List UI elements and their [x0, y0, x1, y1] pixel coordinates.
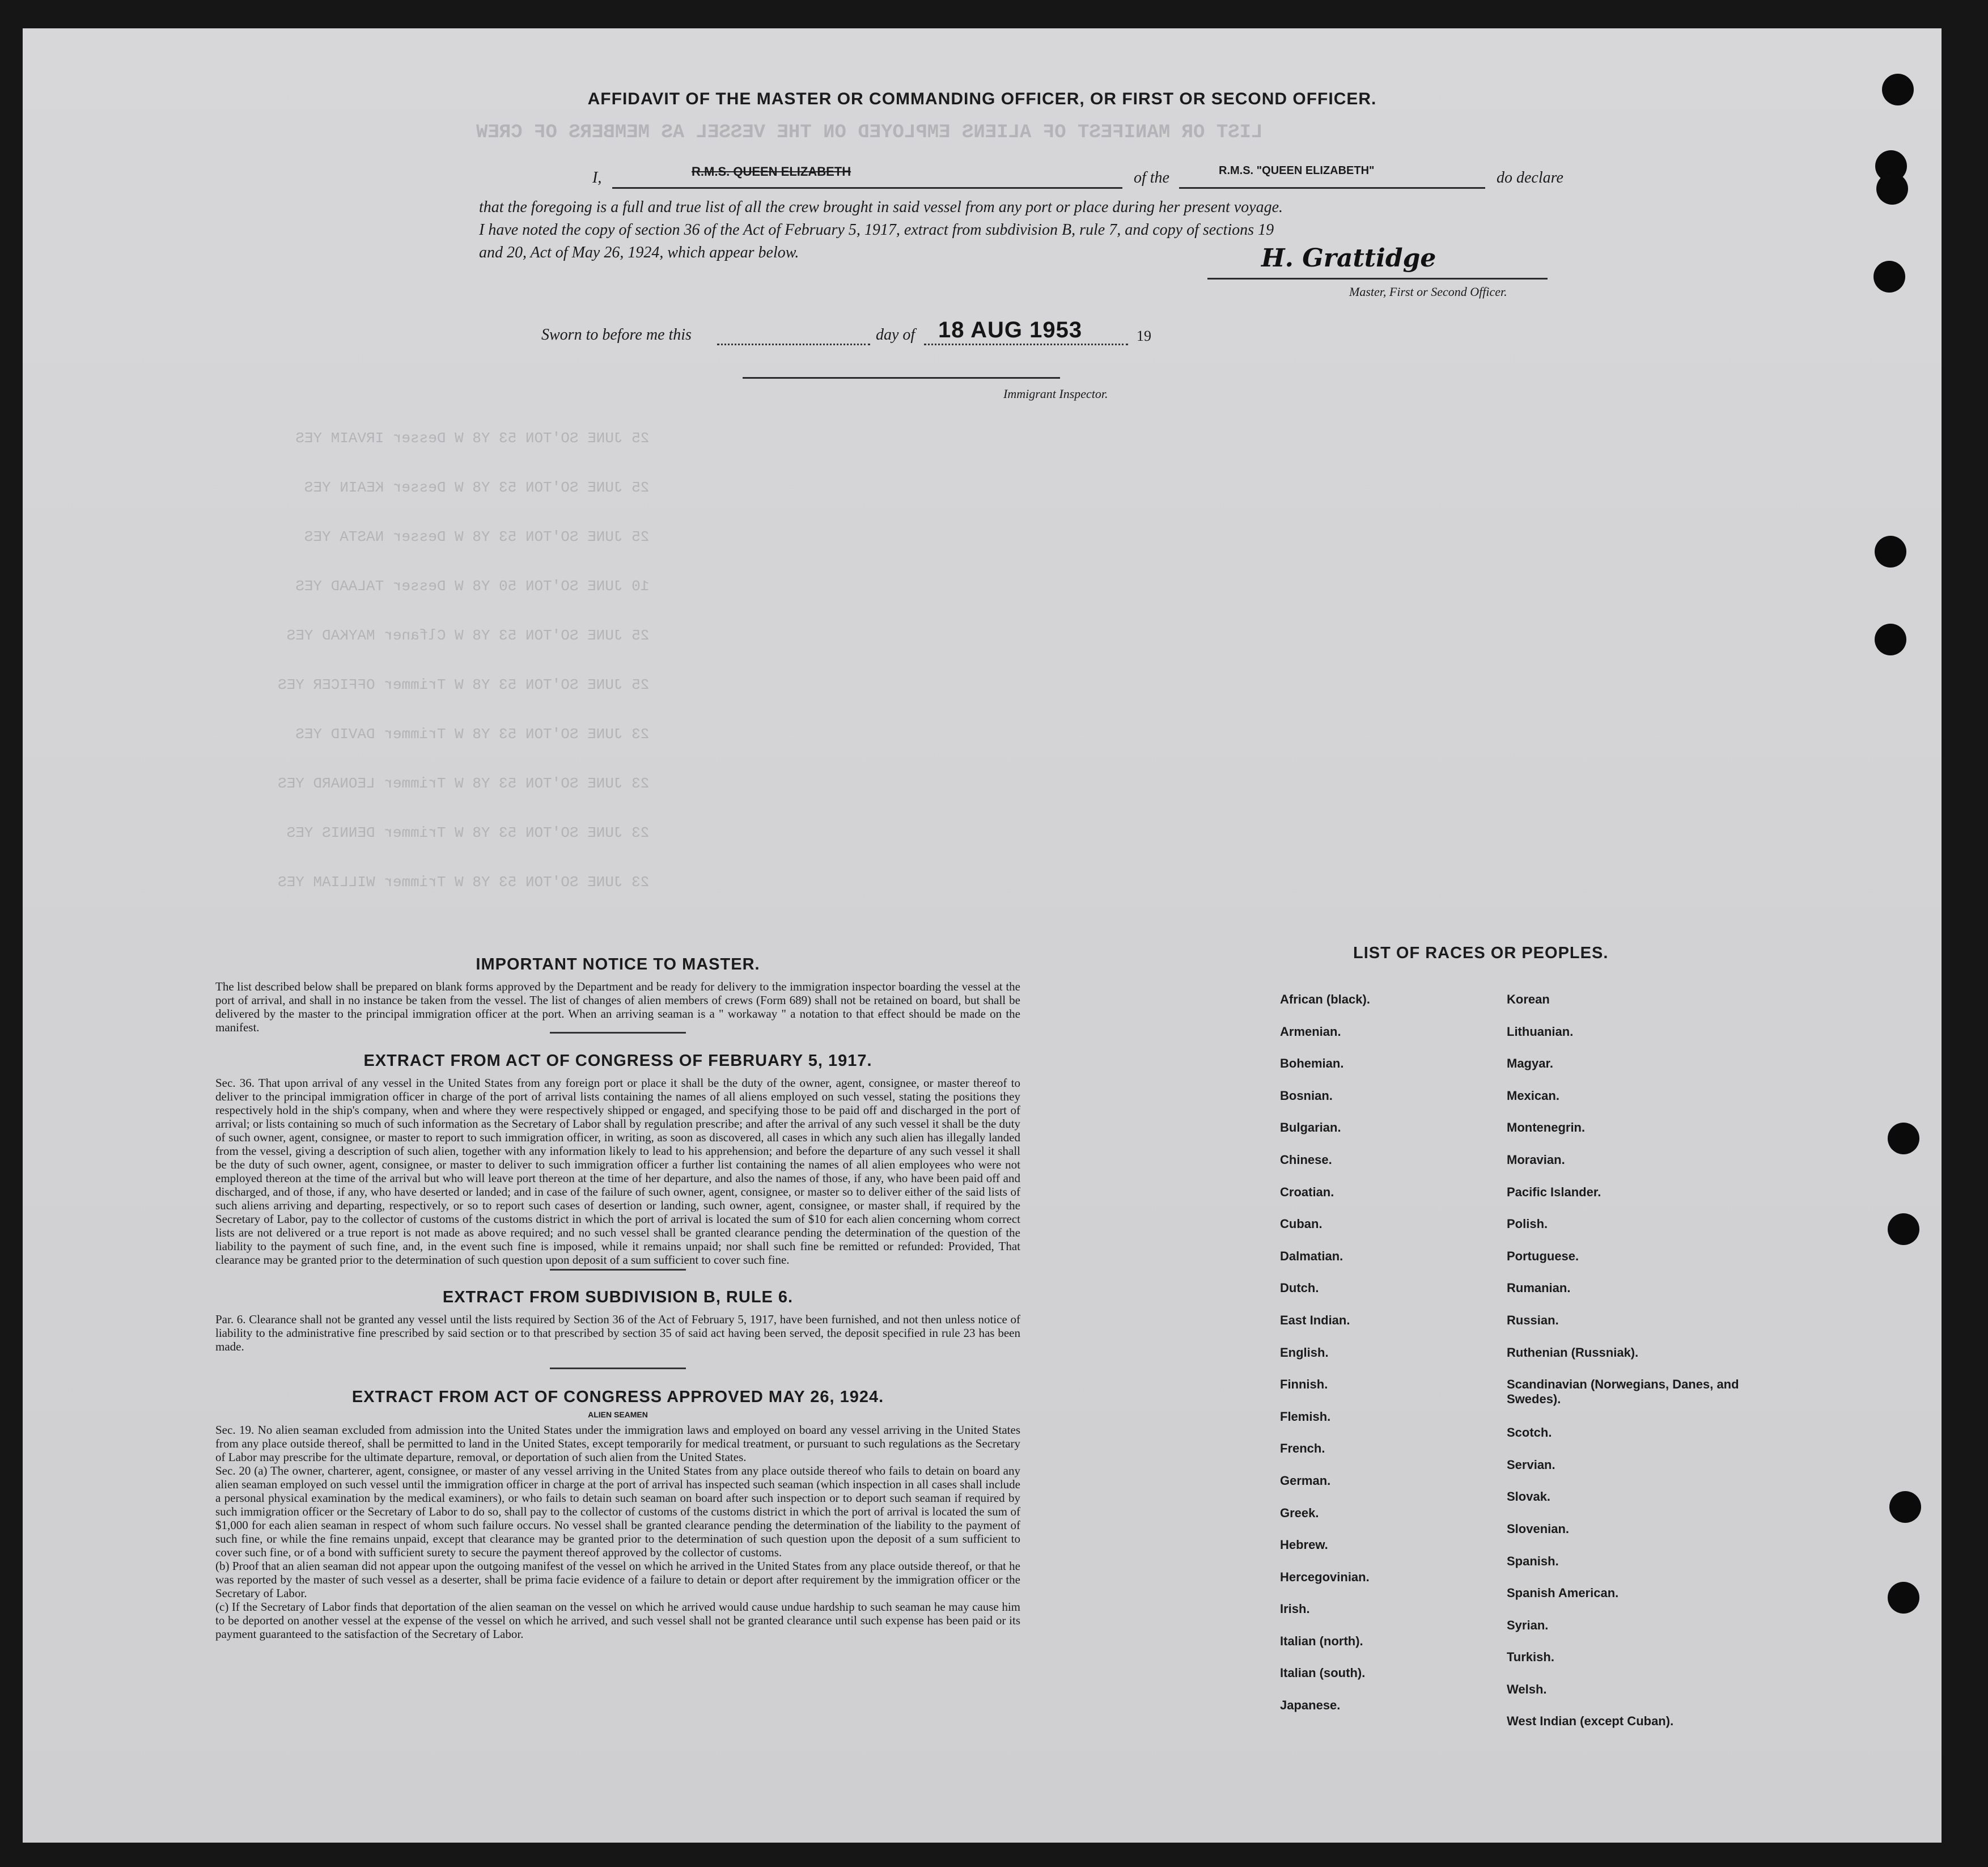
race-item: Italian (north).: [1280, 1633, 1363, 1648]
day-of-label: day of: [876, 326, 915, 344]
extract-1917-title: EXTRACT FROM ACT OF CONGRESS OF FEBRUARY 5, 1917.: [363, 1052, 872, 1070]
race-item: Slovenian.: [1507, 1521, 1570, 1536]
sworn-label: Sworn to before me this: [541, 326, 692, 344]
inspector-caption: Immigrant Inspector.: [1003, 387, 1108, 401]
race-item: Syrian.: [1507, 1618, 1549, 1632]
race-item: West Indian (except Cuban).: [1507, 1714, 1674, 1729]
race-item: Dutch.: [1280, 1281, 1319, 1296]
race-item: Irish.: [1280, 1602, 1310, 1616]
race-item: Greek.: [1280, 1505, 1319, 1520]
race-item: Bosnian.: [1280, 1088, 1333, 1103]
race-item: African (black).: [1280, 992, 1370, 1006]
races-left-column: [1280, 992, 1484, 1730]
punch-hole-icon: [1873, 261, 1905, 293]
signature-line: [1207, 278, 1548, 280]
punch-hole-icon: [1875, 624, 1906, 655]
race-item: Scandinavian (Norwegians, Danes, and Swedes).: [1507, 1377, 1739, 1407]
race-item: Portuguese.: [1507, 1248, 1579, 1263]
race-item: Servian.: [1507, 1457, 1555, 1472]
race-item: Bulgarian.: [1280, 1120, 1341, 1135]
declaration-line-1: that the foregoing is a full and true list of all the crew brought in said vessel from any port or place during her present voyage.: [479, 198, 1283, 216]
document-page: [23, 28, 1942, 1843]
race-item: Japanese.: [1280, 1698, 1341, 1713]
race-item: Italian (south).: [1280, 1666, 1366, 1680]
race-item: East Indian.: [1280, 1313, 1350, 1327]
inspector-signature-line: [743, 377, 1060, 379]
vessel-name-line: [1179, 187, 1485, 189]
race-item: Armenian.: [1280, 1024, 1341, 1039]
declaration-line-3: and 20, Act of May 26, 1924, which appear below.: [479, 244, 799, 261]
punch-hole-icon: [1888, 1213, 1919, 1245]
race-item: Ruthenian (Russniak).: [1507, 1345, 1639, 1360]
date-stamp: 18 AUG 1953: [938, 317, 1083, 342]
divider-2: [550, 1269, 686, 1271]
notice-body: The list described below shall be prepared on blank forms approved by the Department and be ready for delivery to the immigration inspector boarding the vessel at the port of arrival, and shall in no instance be taken from the vessel. The list of changes of alien members of crews (Form 689) shall not be retained on board, but shall be delivered by the master to the principal immigration officer at the port. When an arriving seaman is a " workaway " a notation to that effect should be made on the manifest.: [215, 980, 1020, 1034]
race-item: Scotch.: [1507, 1425, 1552, 1440]
race-item: Spanish American.: [1507, 1586, 1619, 1601]
race-item: Magyar.: [1507, 1056, 1553, 1071]
of-the-label: of the: [1134, 169, 1169, 187]
race-item: Cuban.: [1280, 1217, 1322, 1231]
extract-1924-subtitle: ALIEN SEAMEN: [588, 1410, 648, 1419]
race-item: Hercegovinian.: [1280, 1569, 1370, 1584]
signature-caption: Master, First or Second Officer.: [1349, 285, 1507, 299]
punch-hole-icon: [1888, 1123, 1919, 1154]
declarant-label: I,: [592, 169, 602, 187]
race-item: Pacific Islander.: [1507, 1184, 1601, 1199]
declarant-name-value: R.M.S. QUEEN ELIZABETH: [692, 164, 851, 179]
race-item: Turkish.: [1507, 1650, 1554, 1665]
sec20a-paragraph: Sec. 20 (a) The owner, charterer, agent, consignee, or master of any vessel arriving in the United States from any place outside thereof who fails to detain on board any alien seaman employed on such vessel until the immigration officer in charge at the port of arrival has inspected such seaman (which inspection in all cases shall include a personal physical examination by the medical examiners), or who fails to detain such seaman on board after such inspection or to deport such seaman if required by such immigration officer or the Secretary of Labor to do so, shall pay to the collector of customs of the customs district in which the port of arrival is located the sum of $1,000 for each alien seaman in respect of whom such failure occurs. No vessel shall be granted clearance pending the determination of the liability to the payment of such fine, or while the fine remains unpaid, except that clearance may be granted prior to the determination of such question upon the deposit of a sum sufficient to cover such fine, or of a bond with sufficient surety to secure the payment thereof approved by the collector of customs.: [215, 1464, 1020, 1559]
divider-1: [550, 1032, 686, 1034]
punch-hole-icon: [1889, 1491, 1921, 1523]
punch-hole-icon: [1882, 74, 1914, 105]
extract-rule6-body: Par. 6. Clearance shall not be granted any vessel until the lists required by Section 36 of the Act of February 5, 1917, have been furnished, and not then unless notice of liability to the administrative fine prescribed by said section or to that prescribed by section 35 of said act having been served, the deposit specified in rule 23 has been made.: [215, 1313, 1020, 1353]
master-signature: H. Grattidge: [1261, 244, 1436, 273]
race-item: Flemish.: [1280, 1409, 1331, 1424]
race-item: Hebrew.: [1280, 1538, 1328, 1552]
race-item: Rumanian.: [1507, 1281, 1571, 1296]
race-item: Lithuanian.: [1507, 1024, 1574, 1039]
do-declare-label: do declare: [1497, 169, 1563, 187]
extract-rule6-title: EXTRACT FROM SUBDIVISION B, RULE 6.: [442, 1288, 794, 1306]
race-item: Polish.: [1507, 1217, 1548, 1231]
races-right-column: [1507, 992, 1745, 1746]
declarant-name-line: [612, 187, 1122, 189]
sec19-paragraph: Sec. 19. No alien seaman excluded from admission into the United States under the immigration laws and employed on board any vessel arriving in the United States from any place outside thereof, shall be permitted to land in the United States, except temporarily for medical treatment, or pursuant to such regulations as the Secretary of Labor may prescribe for the ultimate departure, removal, or deportation of such alien from the United States.: [215, 1423, 1020, 1464]
extract-1924-body: [215, 1423, 1020, 1641]
bleed-through-header: LIST OR MANIFEST OF ALIENS EMPLOYED ON THE VESSEL AS MEMBERS OF CREW: [476, 122, 1263, 143]
extract-1924-title: EXTRACT FROM ACT OF CONGRESS APPROVED MAY 26, 1924.: [351, 1388, 884, 1406]
race-item: Croatian.: [1280, 1184, 1334, 1199]
notice-title: IMPORTANT NOTICE TO MASTER.: [476, 955, 760, 973]
race-item: Chinese.: [1280, 1152, 1332, 1167]
punch-hole-icon: [1875, 536, 1906, 568]
extract-1917-body: Sec. 36. That upon arrival of any vessel in the United States from any foreign port or place it shall be the duty of the owner, agent, consignee, or master thereof to deliver to the principal immigration officer in charge of the port of arrival lists containing the names of all aliens employed on such vessel, stating the positions they respectively hold in the ship's company, when and where they were respectively shipped or engaged, and specifying those to be paid off and discharged in the port of arrival; or lists containing so much of such information as the Secretary of Labor shall by regulation prescribe; and after the arrival of any such vessel it shall be the duty of such owner, agent, consignee, or master to report to such immigration officer, in writing, as soon as discovered, all cases in which any such alien has illegally landed from the vessel, giving a description of such alien, together with any information likely to lead to his apprehension; and before the departure of any such vessel it shall be the duty of such owner, agent, consignee, or master to deliver to such immigration officer a further list containing the names of all alien employees who were not employed thereon at the time of the arrival but who will leave port thereon at the time of her departure, and also the names of those, if any, who have been paid off and discharged, and of those, if any, who have deserted or landed; and in case of the failure of such owner, agent, consignee, or master so to deliver either of the said lists of such aliens arriving and departing, respectively, or so to report such cases of desertion or landing, such owner, agent, consignee, or master shall, if required by the Secretary of Labor, pay to the collector of customs of the customs district in which the port of arrival is located the sum of $10 for each alien concerning whom correct lists are not delivered or a true report is not made as above required; and no such vessel shall be granted clearance pending the determination of the question of the liability to the payment of such fine, and, in the event such fine is imposed, while it remains unpaid; nor shall such fine be remitted or refunded: Provided, That clearance may be granted prior to the determination of such question upon deposit of a sum sufficient to cover such fine.: [215, 1076, 1020, 1267]
sworn-day-line: [717, 344, 870, 345]
sec20b-paragraph: (b) Proof that an alien seaman did not appear upon the outgoing manifest of the vessel on which he arrived in the United States from any place outside thereof, or that he was reported by the master of such vessel as a deserter, shall be prima facie evidence of a failure to detain or deport after requirement by the immigration officer or the Secretary of Labor.: [215, 1559, 1020, 1600]
race-item: English.: [1280, 1345, 1329, 1360]
race-item: Welsh.: [1507, 1682, 1547, 1696]
affidavit-title: AFFIDAVIT OF THE MASTER OR COMMANDING OFFICER, OR FIRST OR SECOND OFFICER.: [587, 90, 1377, 108]
punch-hole-icon: [1888, 1582, 1919, 1614]
race-item: Finnish.: [1280, 1377, 1328, 1392]
sworn-date-line: [924, 344, 1128, 345]
race-item: Bohemian.: [1280, 1056, 1344, 1071]
race-item: Korean: [1507, 992, 1550, 1006]
vessel-name-value: R.M.S. "QUEEN ELIZABETH": [1219, 164, 1375, 177]
race-item: Spanish.: [1507, 1553, 1559, 1568]
race-item: German.: [1280, 1473, 1331, 1488]
race-item: Slovak.: [1507, 1489, 1551, 1504]
divider-3: [550, 1368, 686, 1369]
race-item: French.: [1280, 1441, 1325, 1456]
race-item: Moravian.: [1507, 1152, 1565, 1167]
race-item: Montenegrin.: [1507, 1120, 1586, 1135]
races-title: LIST OF RACES OR PEOPLES.: [1353, 944, 1609, 962]
race-item: Mexican.: [1507, 1088, 1559, 1103]
year-prefix: 19: [1137, 328, 1151, 344]
punch-hole-icon: [1876, 173, 1908, 205]
race-item: Dalmatian.: [1280, 1248, 1343, 1263]
sec20c-paragraph: (c) If the Secretary of Labor finds that deportation of the alien seaman on the vessel on which he arrived would cause undue hardship to such seaman he may cause him to be deported on another vessel at the expense of the vessel on which he arrived, and such vessel shall not be granted clearance until such expense has been paid or its payment guaranteed to the satisfaction of the Secretary of Labor.: [215, 1600, 1020, 1641]
declaration-line-2: I have noted the copy of section 36 of the Act of February 5, 1917, extract from subdivision B, rule 7, and copy of sections 19: [479, 221, 1274, 239]
race-item: Russian.: [1507, 1313, 1559, 1327]
bleed-through-rows: 25 JUNE SO'TON 53 Y8 W Desser IRVAIM YES 25 JUNE SO'TON 53 Y8 W Desser KEAIN YES 25 JUNE SO'TON 53 Y8 W Desser NASTA YES 10 JUNE SO'TON 50 Y8 W Desser TALAAD YES 25 JUNE SO'TON 53 Y8 W Clfaner MAYKAD YES 25 JUNE SO'TON 53 Y8 W Trimmer OFFICER YES 23 JUNE SO'TON 53 Y8 W Trimmer DAVID YES 23 JUNE SO'TON 53 Y8 W Trimmer LEONARD YES 23 JUNE SO'TON 53 Y8 W Trimmer DENNIS YES 23 JUNE SO'TON 53 Y8 W Trimmer WILLIAM YES: [278, 430, 650, 891]
